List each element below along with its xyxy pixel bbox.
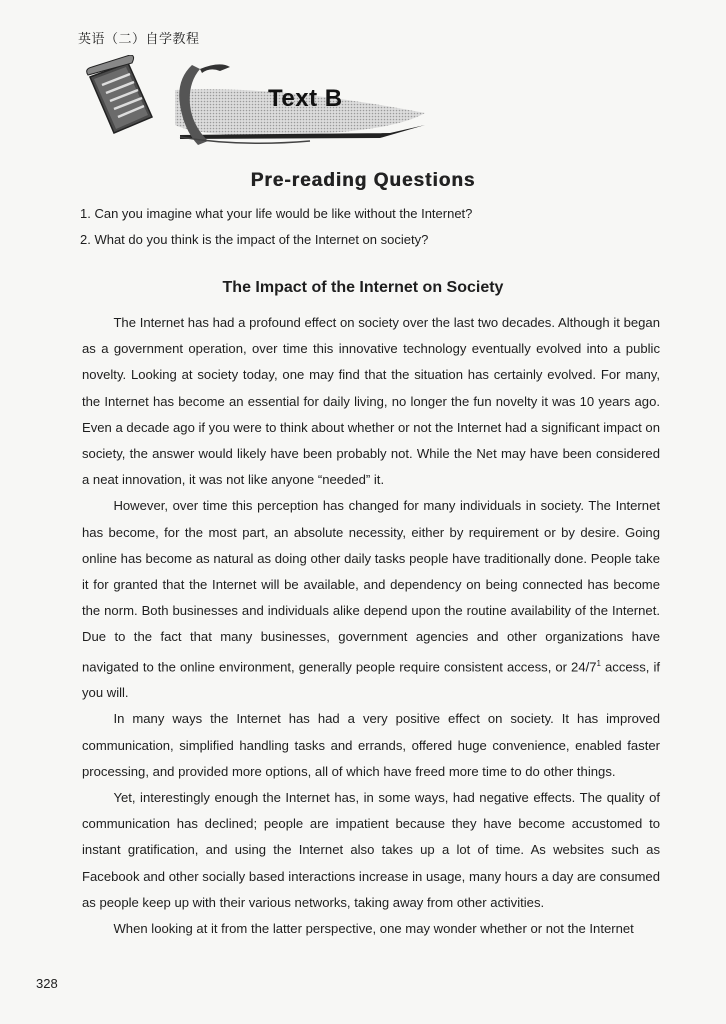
paragraph-2-text: However, over time this perception has changed for many individuals in society. The Internet has become, for the most part, an absolute necessity, either by requirement or by desire. Going online has become as natural as doing other daily tasks people have traditionally done. People take it for granted that the Internet will be available, and dependency on being connected has become the norm. Both businesses and individuals alike depend upon the routine availability of the Internet. Due to the fact that many businesses, government agencies and other organizations have navigated to the online environment, generally people require consistent access, or 24/7 (82, 498, 660, 674)
footnote-marker: 1 (596, 658, 601, 668)
paragraph-1: The Internet has had a profound effect on society over the last two decades. Although it began as a government operation, over time this innovative technology eventually evolved into a public novelty. Looking at society today, one may find that the situation has certainly evolved. For many, the Internet has become an essential for daily living, no longer the fun novelty it was 10 years ago. Even a decade ago if you were to think about whether or not the Internet had a significant impact on society, the answer would likely have been probably not. While the Net may have been considered a neat innovation, it was not like anyone “needed” it. (82, 315, 660, 488)
prereading-heading: Pre-reading Questions (250, 170, 476, 191)
paragraph-5: When looking at it from the latter perspective, one may wonder whether or not the Internet (113, 921, 634, 937)
question-1: 1. Can you imagine what your life would be like without the Internet? (80, 206, 473, 221)
paragraph-2-tail: access, if you will. (82, 659, 660, 701)
article-title: The Impact of the Internet on Society (222, 279, 504, 296)
paragraph-4: Yet, interestingly enough the Internet has, in some ways, had negative effects. The quality of communication has declined; people are impatient because they have become accustomed to instant gratification, and using the Internet also takes up a lot of time. As websites such as Facebook and other socially based interactions increase in usage, many hours a day are consumed as people keep up with their various networks, taking away from other activities. (82, 790, 660, 910)
paragraph-2 (82, 493, 660, 706)
text-b-banner (80, 55, 440, 155)
banner-graphic (80, 55, 440, 155)
article-body (82, 310, 660, 942)
text-b-title: Text B (268, 85, 343, 112)
document-scroll-icon (87, 55, 152, 133)
page-number: 328 (36, 976, 58, 991)
paragraph-3: In many ways the Internet has had a very positive effect on society. It has improved communication, simplified handling tasks and errands, offered huge convenience, enabled faster processing, and provided more options, all of which have freed more time to do other things. (82, 711, 660, 779)
question-2: 2. What do you think is the impact of the Internet on society? (80, 232, 429, 247)
running-head: 英语（二）自学教程 (78, 31, 200, 46)
